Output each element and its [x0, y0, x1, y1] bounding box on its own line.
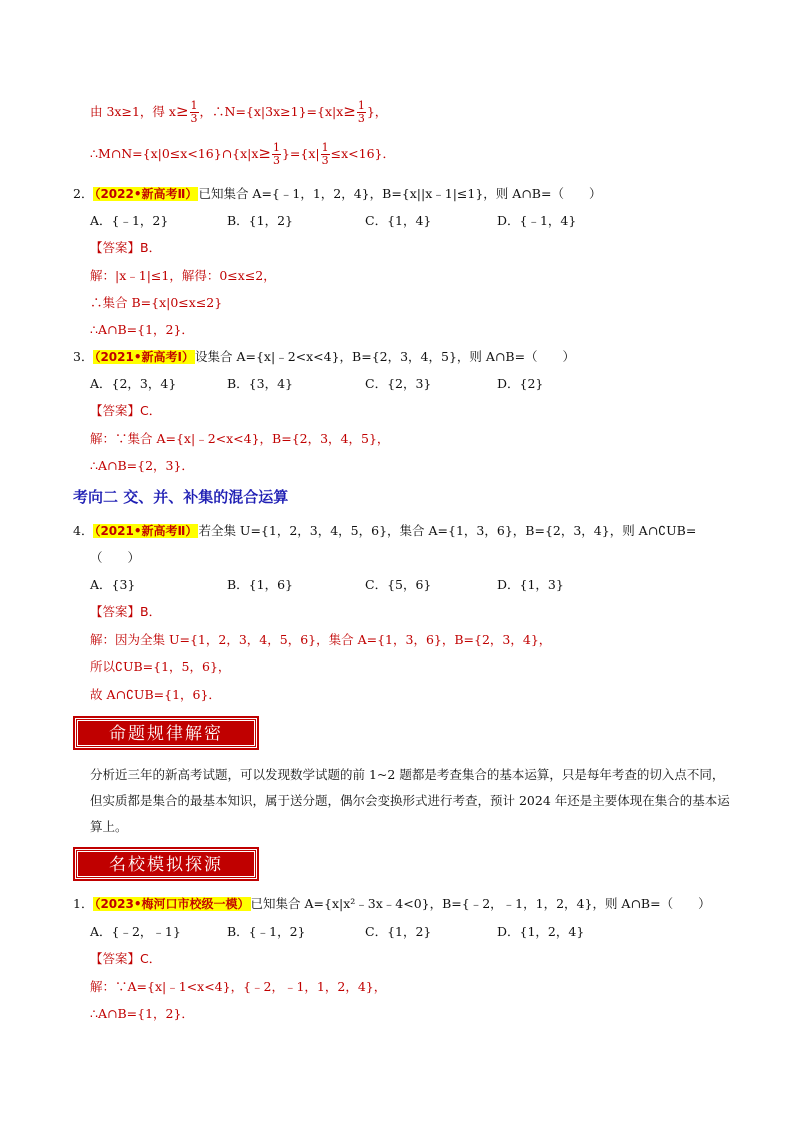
solution-line: ∴集合 B={x|0≤x≤2}	[90, 295, 223, 310]
question-number: 2．	[73, 186, 94, 201]
option-c: C．{1，4}	[365, 213, 432, 228]
option-b: B．{1，6}	[227, 577, 293, 592]
source-tag: （2022•新高考Ⅱ）	[94, 187, 198, 201]
option-c: C．{2，3}	[365, 376, 432, 391]
fraction-numerator: 1	[357, 99, 365, 112]
option-c: C．{5，6}	[365, 577, 432, 592]
solution-line: 解：∵集合 A={x|﹣2<x<4}，B={2，3，4，5}，	[90, 431, 390, 446]
answer-label: 【答案】B．	[90, 240, 162, 255]
text-segment: }，	[366, 104, 388, 119]
answer-label: 【答案】C．	[90, 403, 162, 418]
question-number: 3．	[73, 349, 94, 364]
question-number: 4．	[73, 523, 94, 538]
text-segment: ≤x<16}．	[330, 146, 395, 161]
question-blank: （ ）	[90, 550, 141, 565]
section-title: 交、并、补集的混合运算	[123, 488, 289, 506]
option-d: D．{﹣1，4}	[497, 213, 577, 228]
fraction-numerator: 1	[190, 99, 198, 112]
question-text: 已知集合 A={x|x²﹣3x﹣4<0}，B={﹣2，﹣1，1，2，4}，则 A∩B=（ ）	[250, 896, 711, 911]
question-text: 若全集 U={1，2，3，4，5，6}，集合 A={1，3，6}，B={2，3，4}，则 A∩∁UB=	[198, 523, 697, 538]
section-banner	[73, 716, 259, 750]
text-segment: ∴M∩N={x|0≤x<16}∩{x|x	[90, 146, 259, 161]
question-number: 1．	[73, 896, 94, 911]
section-banner	[73, 847, 259, 881]
option-d: D．{1，3}	[497, 577, 564, 592]
prev-solution-line-1	[90, 100, 387, 125]
section-label: 考向二	[73, 488, 119, 506]
text-segment: }={x|	[281, 146, 320, 161]
text-segment: 由 3x≥1，得 x	[90, 104, 176, 119]
question-text: 设集合 A={x|﹣2<x<4}，B={2，3，4，5}，则 A∩B=（ ）	[195, 349, 576, 364]
option-a: A．{3}	[90, 577, 136, 592]
question-3-stem	[73, 349, 575, 365]
option-b: B．{1，2}	[227, 213, 293, 228]
solution-line: 解：因为全集 U={1，2，3，4，5，6}，集合 A={1，3，6}，B={2，3，4}，	[90, 632, 552, 647]
solution-line: ∴A∩B={1，2}．	[90, 1006, 194, 1021]
mock-question-1-stem	[73, 896, 711, 912]
option-a: A．{﹣2，﹣1}	[90, 924, 181, 939]
option-d: D．{1，2，4}	[497, 924, 585, 939]
solution-line: 解：|x﹣1|≤1，解得：0≤x≤2，	[90, 268, 276, 283]
question-2-stem	[73, 186, 601, 202]
option-a: A．{﹣1，2}	[90, 213, 169, 228]
answer-label: 【答案】B．	[90, 604, 162, 619]
option-c: C．{1，2}	[365, 924, 432, 939]
fraction-numerator: 1	[321, 141, 329, 154]
fraction	[272, 142, 281, 167]
solution-line: ∴A∩B={2，3}．	[90, 458, 194, 473]
geq-symbol: ≥	[258, 144, 271, 162]
question-4-stem	[73, 523, 696, 539]
fraction-denominator: 3	[190, 112, 198, 125]
analysis-paragraph: 分析近三年的新高考试题，可以发现数学试题的前 1~2 题都是考查集合的基本运算，只是每年考查的切入点不同，但实质都是集合的最基本知识，属于送分题，偶尔会变换形式进行考查，预计 2024 年还是主要体现在集合的基本运算上。	[90, 767, 730, 834]
solution-line: 故 A∩∁UB={1，6}．	[90, 687, 221, 702]
source-tag: （2021•新高考Ⅱ）	[94, 524, 198, 538]
fraction	[190, 100, 199, 125]
fraction-denominator: 3	[357, 112, 365, 125]
solution-line: 解：∵A={x|﹣1<x<4}，{﹣2，﹣1，1，2，4}，	[90, 979, 387, 994]
solution-line: ∴A∩B={1，2}．	[90, 322, 194, 337]
answer-label: 【答案】C．	[90, 951, 162, 966]
prev-solution-line-2	[90, 142, 395, 167]
source-tag: （2023•梅河口市校级一模）	[94, 897, 250, 911]
banner-title: 命题规律解密	[77, 720, 255, 746]
option-d: D．{2}	[497, 376, 544, 391]
fraction-denominator: 3	[272, 154, 280, 167]
solution-line: 所以∁UB={1，5，6}，	[90, 659, 231, 674]
geq-symbol: ≥	[343, 102, 356, 120]
option-b: B．{﹣1，2}	[227, 924, 306, 939]
fraction-numerator: 1	[272, 141, 280, 154]
text-segment: ，∴N={x|3x≥1}={x|x	[199, 104, 344, 119]
geq-symbol: ≥	[175, 102, 189, 120]
question-text: 已知集合 A={﹣1，1，2，4}，B={x||x﹣1|≤1}，则 A∩B=（ ）	[198, 186, 602, 201]
option-b: B．{3，4}	[227, 376, 293, 391]
option-a: A．{2，3，4}	[90, 376, 177, 391]
fraction	[357, 100, 366, 125]
fraction	[321, 142, 330, 167]
source-tag: （2021•新高考Ⅰ）	[94, 350, 194, 364]
section-heading	[73, 486, 288, 507]
banner-title: 名校模拟探源	[77, 851, 255, 877]
fraction-denominator: 3	[321, 154, 329, 167]
